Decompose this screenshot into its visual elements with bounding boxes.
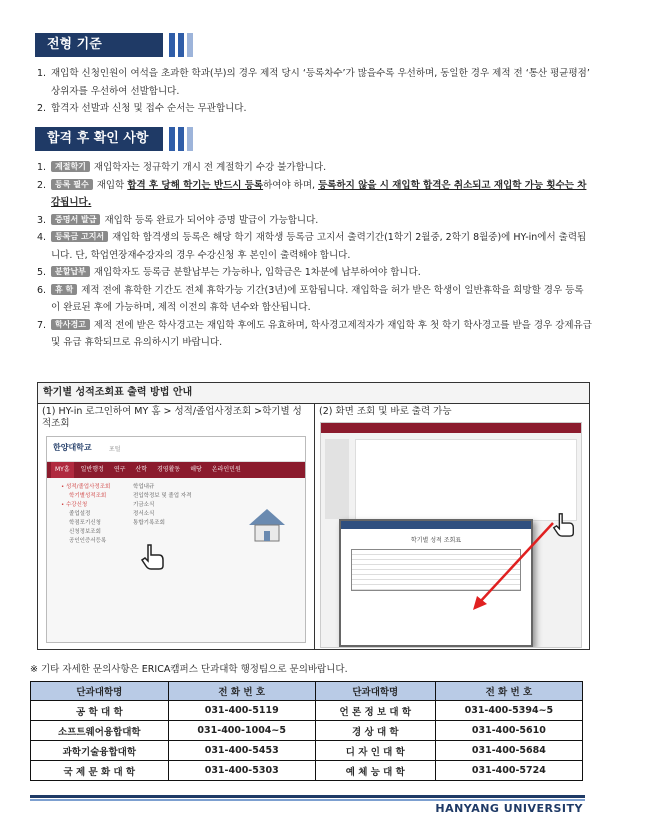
- tag-badge: 휴 학: [51, 284, 77, 295]
- result-screenshot: [320, 422, 582, 648]
- portal-menu: • 성적/졸업사정조회 학기별성적조회 • 수강신청 졸업설정 학점포기신청 신청정보조회 공인인증서등록: [61, 484, 111, 544]
- tag-badge: 등록금 고지서: [51, 231, 108, 242]
- contact-table: [30, 681, 583, 781]
- criteria-list: [37, 65, 592, 118]
- tag-badge: 등록 필수: [51, 179, 93, 190]
- portal-nav: [47, 462, 305, 478]
- tag-badge: 분할납부: [51, 266, 90, 277]
- table-row: 과학기술융합대학 031-400-5453 디 자 인 대 학 031-400-5684: [31, 741, 583, 761]
- home-icon: [247, 507, 287, 543]
- tag-badge: 증명서 발급: [51, 214, 100, 225]
- guide-step-2: (2) 화면 조회 및 바로 출력 가능: [319, 406, 452, 417]
- section-title: 합격 후 확인 사항: [35, 127, 163, 151]
- pointer-hand-icon: [551, 511, 577, 537]
- nav-item: 일반행정: [80, 466, 104, 473]
- list-item: 2. 등록 필수 재입학 합격 후 당해 학기는 반드시 등록하여야 하며, 등록하지 않을 시 재입학 합격은 취소되고 재입학 가능 횟수는 차감됩니다.: [37, 179, 587, 208]
- section-title: 전형 기준: [35, 33, 163, 57]
- tag-badge: 계절학기: [51, 161, 90, 172]
- list-item: 3. 증명서 발급 재입학 등록 완료가 되어야 증명 발급이 가능합니다.: [37, 214, 319, 226]
- nav-item: 해당: [190, 466, 202, 473]
- nav-item: 경영활동: [157, 466, 181, 473]
- list-item: 7. 학사경고 제적 전에 받은 학사경고는 재입학 후에도 유효하며, 학사경고제적자가 재입학 후 첫 학기 학사경고를 받을 경우 강제유급 및 유급 휴학되므로 유의하시기 바랍니다.: [37, 319, 592, 348]
- footer-divider: [30, 795, 585, 798]
- tag-badge: 학사경고: [51, 319, 90, 330]
- list-item: 4. 등록금 고지서 재입학 합격생의 등록은 해당 학기 재학생 등록금 고지서 출력기간(1학기 2월중, 2학기 8월중)에 HY-in에서 출력됩니다. 단, 학업연장재수강자의 경우 수강신청 후 본인이 출력해야 합니다.: [37, 232, 587, 261]
- column-header: 전 화 번 호: [168, 682, 315, 701]
- table-row: 국 제 문 화 대 학 031-400-5303 예 체 능 대 학 031-400-5724: [31, 761, 583, 781]
- footer-divider-light: [30, 799, 585, 801]
- list-item: 2. 합격자 선발과 신청 및 접수 순서는 무관합니다.: [37, 103, 247, 114]
- column-header: 단과대학명: [315, 682, 435, 701]
- popup-title: 학기별 성적 조회표: [410, 537, 462, 544]
- portal-screenshot: [46, 436, 306, 643]
- list-item: 5. 분할납부 재입학자도 등록금 분할납부는 가능하나, 입학금은 1차분에 납부하여야 합니다.: [37, 267, 421, 278]
- hanyang-logo: 한양대학교: [53, 443, 92, 452]
- pointer-hand-icon: [139, 542, 167, 570]
- guide-left-column: [38, 404, 315, 649]
- nav-item: 온라인민원: [211, 466, 241, 473]
- transcript-guide-box: [37, 382, 590, 650]
- section-header-selection-criteria: [35, 33, 205, 57]
- column-header: 단과대학명: [31, 682, 169, 701]
- nav-item: 산학: [135, 466, 148, 473]
- guide-title: 학기별 성적조회표 출력 방법 안내: [38, 383, 589, 404]
- section-header-after-pass: [35, 127, 205, 151]
- nav-item: 연구: [113, 466, 126, 473]
- list-item: 1. 재입학 신청인원이 여석을 초과한 학과(부)의 경우 제적 당시 ‘등록차수’가 많을수록 우선하며, 동일한 경우 제적 전 ‘통산 평균평점’ 상위자를 우선하여 선발합니다.: [37, 68, 590, 97]
- guide-right-column: [315, 404, 589, 649]
- column-header: 전 화 번 호: [435, 682, 582, 701]
- after-pass-list: [37, 159, 592, 352]
- inquiry-note: ※ 기타 자세한 문의사항은 ERICA캠퍼스 단과대학 행정팀으로 문의바랍니다.: [30, 664, 348, 675]
- footer-university-logo: HANYANG UNIVERSITY: [435, 802, 583, 815]
- portal-label: 포털: [109, 446, 121, 453]
- nav-item: MY홈: [51, 462, 74, 478]
- list-item: 1. 계절학기 재입학자는 정규학기 개시 전 계절학기 수강 불가합니다.: [37, 162, 327, 173]
- table-row: 소프트웨어융합대학 031-400-1004~5 경 상 대 학 031-400-5610: [31, 721, 583, 741]
- portal-submenu: 학업내규 전입학정보 및 졸업 자격 기금소식 정서소식 통합기록조회: [133, 484, 192, 526]
- table-header-row: [31, 682, 583, 701]
- red-arrow-icon: [461, 518, 561, 618]
- guide-step-1: (1) HY-in 로그인하여 MY 홈 > 성적/졸업사정조회 >학기별 성적조회: [42, 406, 302, 429]
- table-row: 공 학 대 학 031-400-5119 언 론 정 보 대 학 031-400-5394~5: [31, 701, 583, 721]
- list-item: 6. 휴 학 제적 전에 휴학한 기간도 전체 휴학가능 기간(3년)에 포함됩니다. 재입학을 허가 받은 학생이 일반휴학을 희망할 경우 등록이 완료된 후에 가능하며, 제적 이전의 휴학 년수와 합산됩니다.: [37, 284, 584, 313]
